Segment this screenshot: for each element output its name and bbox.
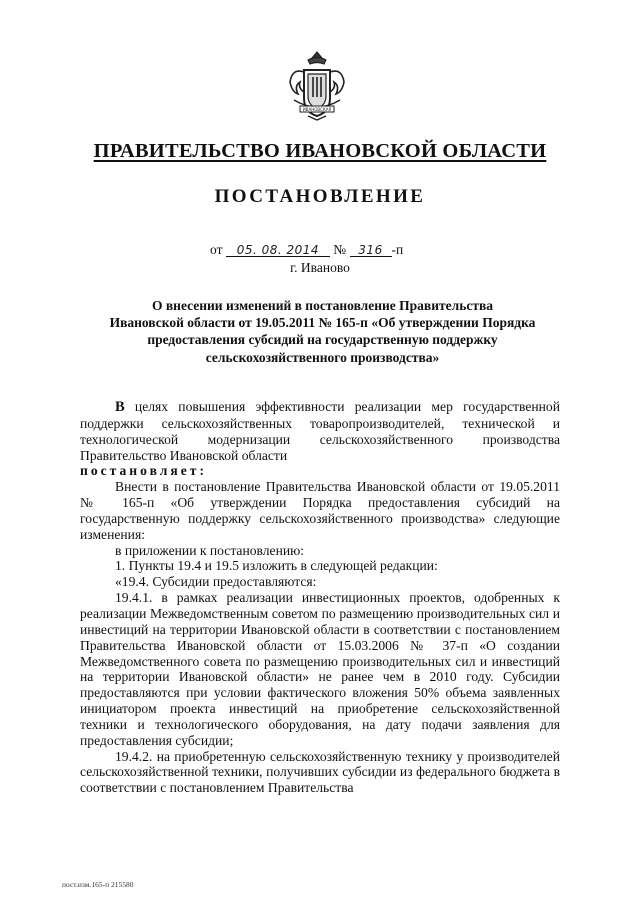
- document-type-title: ПОСТАНОВЛЕНИЕ: [214, 186, 426, 207]
- subject-line: Ивановской области от 19.05.2011 № 165-п «Об утверждении Порядка: [109, 315, 536, 331]
- paragraph: Внести в постановление Правительства Ивановской области от 19.05.2011 № 165-п «Об утверждении Порядка предоставления субсидий на государственную поддержку сельскохозяйственного производства» следующие изменения:: [80, 479, 560, 542]
- subject-line: О внесении изменений в постановление Правительства: [152, 298, 493, 313]
- number-suffix: -п: [391, 242, 404, 257]
- paragraph: в приложении к постановлению:: [115, 542, 305, 558]
- date-prefix: от: [210, 242, 223, 257]
- intro-first-word: В: [115, 399, 125, 415]
- document-body: [80, 399, 560, 796]
- date-handwritten: 05. 08. 2014: [226, 244, 330, 257]
- city: г. Иваново: [290, 260, 350, 275]
- emblem-motto: ИВАНОВСКАЯ: [302, 107, 332, 112]
- resolution-word: постановляет:: [80, 463, 207, 479]
- footer-code: пост.изм.165-п 215580: [62, 880, 134, 889]
- coat-of-arms-emblem: [286, 50, 348, 122]
- number-sign: №: [333, 242, 347, 257]
- paragraph: «19.4. Субсидии предоставляются:: [115, 574, 317, 590]
- subject-line: предоставления субсидий на государственную поддержку: [147, 332, 498, 348]
- intro-paragraph: [80, 399, 560, 463]
- paragraph: 1. Пункты 19.4 и 19.5 изложить в следующей редакции:: [115, 558, 438, 574]
- intro-text: целях повышения эффективности реализации мер государственной поддержки сельскохозяйственных товаропроизводителей, технической и технологической модернизации сельскохозяйственного производства Правительство Ивановской области: [80, 399, 560, 463]
- document-subject: [70, 297, 575, 366]
- paragraph: 19.4.1. в рамках реализации инвестиционных проектов, одобренных к реализации Межведомственным советом по размещению производительных сил и инвестиций на территории Ивановской области в соответствии с постановлением Правительства Ивановской области от 15.03.2006 № 37-п «О создании Межведомственного совета по размещению производительных сил и инвестиций на территории Ивановской области» не ранее чем в 2010 году. Субсидии предоставляются при условии фактического вложения 50% объема заявленных инициатором проекта инвестиций на приобретение сельскохозяйственной техники и технологического оборудования, на дату подачи заявления для предоставления субсидии;: [80, 590, 560, 748]
- paragraph: 19.4.2. на приобретенную сельскохозяйственную технику у производителей сельскохозяйственной техники, получивших субсидии из федерального бюджета в соответствии с постановлением Правительства: [80, 748, 560, 796]
- date-number-line: [210, 242, 403, 258]
- government-title: ПРАВИТЕЛЬСТВО ИВАНОВСКОЙ ОБЛАСТИ: [93, 140, 547, 162]
- subject-line: сельскохозяйственного производства»: [205, 349, 440, 365]
- number-handwritten: 316: [350, 244, 392, 257]
